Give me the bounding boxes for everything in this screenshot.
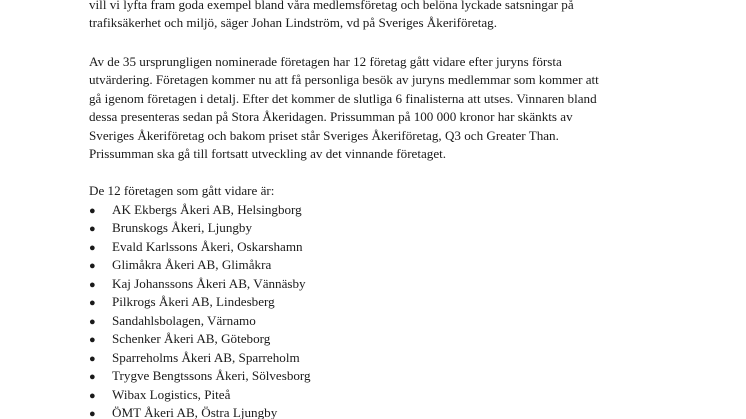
bullet-icon: ● <box>89 279 96 291</box>
bullet-icon: ● <box>89 371 96 383</box>
company-name: Glimåkra Åkeri AB, Glimåkra <box>112 257 272 272</box>
list-item <box>89 275 306 294</box>
company-name: Brunskogs Åkeri, Ljungby <box>112 220 253 235</box>
bullet-icon: ● <box>89 205 96 217</box>
list-intro: De 12 företagen som gått vidare är: <box>89 183 275 198</box>
bullet-icon: ● <box>89 334 96 346</box>
company-name: Kaj Johanssons Åkeri AB, Vännäsby <box>112 276 306 291</box>
paragraph-line: Av de 35 ursprungligen nominerade företagen har 12 företag gått vidare efter juryns första <box>89 54 562 69</box>
list-item <box>89 367 311 386</box>
paragraph-line: trafiksäkerhet och miljö, säger Johan Lindström, vd på Sveriges Åkeriföretag. <box>89 15 497 30</box>
bullet-icon: ● <box>89 260 96 272</box>
bullet-icon: ● <box>89 297 96 309</box>
list-item <box>89 238 303 257</box>
list-item <box>89 404 277 419</box>
company-name: AK Ekbergs Åkeri AB, Helsingborg <box>112 202 302 217</box>
list-item <box>89 349 300 368</box>
bullet-icon: ● <box>89 223 96 235</box>
bullet-icon: ● <box>89 390 96 402</box>
list-item <box>89 312 256 331</box>
list-item <box>89 256 271 275</box>
list-item <box>89 219 252 238</box>
list-item <box>89 293 275 312</box>
list-item <box>89 386 230 405</box>
company-name: Sandahlsbolagen, Värnamo <box>112 313 256 328</box>
bullet-icon: ● <box>89 316 96 328</box>
company-name: Trygve Bengtssons Åkeri, Sölvesborg <box>112 368 311 383</box>
bullet-icon: ● <box>89 242 96 254</box>
bullet-icon: ● <box>89 353 96 365</box>
paragraph-line: Prissumman ska gå till fortsatt utveckling av det vinnande företaget. <box>89 146 447 161</box>
list-item <box>89 201 302 220</box>
company-name: Wibax Logistics, Piteå <box>112 387 231 402</box>
company-name: Sparreholms Åkeri AB, Sparreholm <box>112 350 300 365</box>
bullet-icon: ● <box>89 408 96 419</box>
company-name: ÖMT Åkeri AB, Östra Ljungby <box>112 405 278 419</box>
paragraph-line: dessa presenteras sedan på Stora Åkeridagen. Prissumman på 100 000 kronor har skänkts av <box>89 109 573 124</box>
company-name: Evald Karlssons Åkeri, Oskarshamn <box>112 239 303 254</box>
company-name: Pilkrogs Åkeri AB, Lindesberg <box>112 294 275 309</box>
paragraph-line: gå igenom företagen i detalj. Efter det kommer de slutliga 6 finalisterna att utses. Vinnaren bland <box>89 91 597 106</box>
paragraph-line: vill vi lyfta fram goda exempel bland våra medlemsföretag och belöna lyckade satsningar på <box>89 0 574 12</box>
paragraph-line: utvärdering. Företagen kommer nu att få personliga besök av juryns medlemmar som kommer att <box>89 72 599 87</box>
paragraph-line: Sveriges Åkeriföretag och bakom priset står Sveriges Åkeriföretag, Q3 och Greater Than. <box>89 128 559 143</box>
company-name: Schenker Åkeri AB, Göteborg <box>112 331 271 346</box>
list-item <box>89 330 270 349</box>
